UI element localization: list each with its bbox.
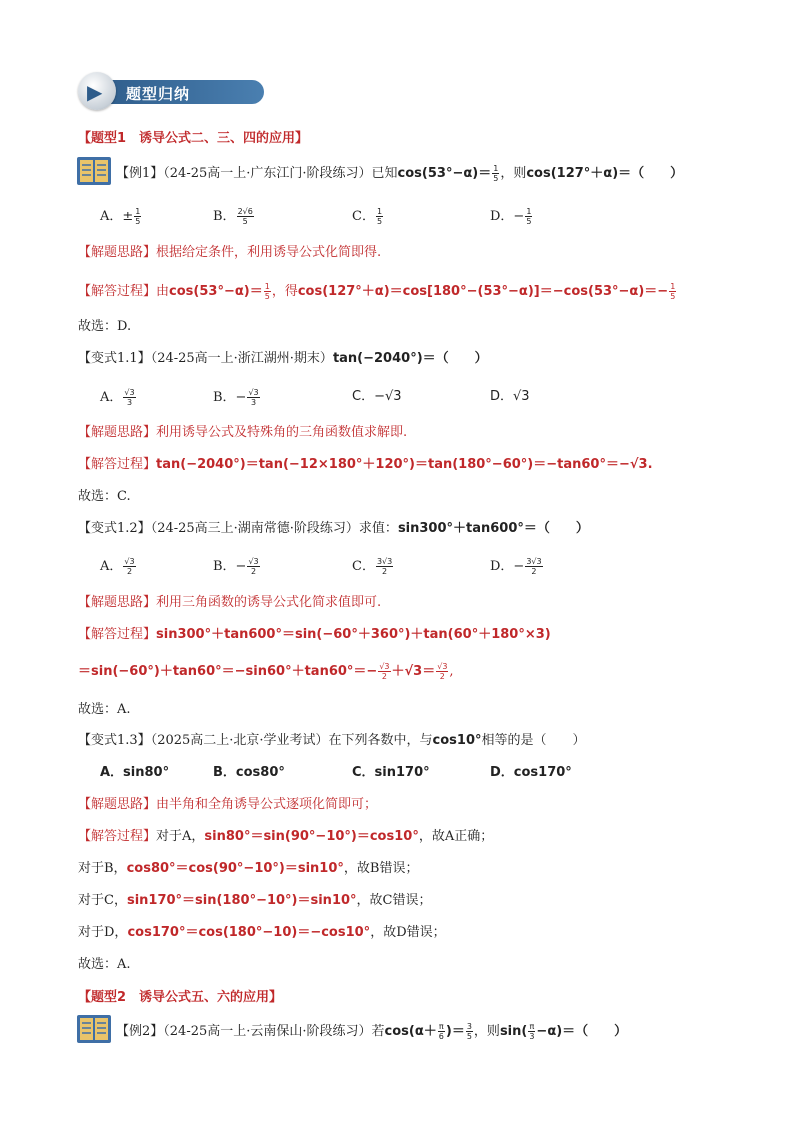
v13-option-a: A．sin80° (100, 765, 170, 780)
ex1-process: 【解答过程】由cos(53°−α)＝ $\frac{1}{5}$ ，得cos(127°＋α)＝cos[180°−(53°−α)]＝−cos(53°−α)＝− $\frac{1}{5}$ (78, 282, 676, 301)
ex1-option-d: D．− $\frac{1}{5}$ (490, 207, 532, 226)
ex1-option-c: C． $\frac{1}{5}$ (352, 207, 383, 226)
v12-answer: 故选：A. (78, 702, 131, 717)
v12-question: 【变式1.2】（24-25高三上·湖南常德·阶段练习）求值：sin300°＋tan600°＝（ ） (78, 521, 589, 536)
v13-idea: 【解题思路】由半角和全角诱导公式逐项化简即可； (78, 797, 378, 812)
v11-option-c: C．−√3 (352, 389, 402, 404)
v13-process-d: 对于D，cos170°＝cos(180°−10)＝−cos10°，故D错误； (78, 925, 446, 940)
v12-option-c: C． $\frac{3√3}{2}$ (352, 557, 393, 576)
v11-answer: 故选：C. (78, 489, 131, 504)
v11-process: 【解答过程】tan(−2040°)＝tan(−12×180°＋120°)＝tan(180°−60°)＝−tan60°＝−√3. (78, 457, 653, 472)
ex1-label: 【例1】 (116, 166, 164, 181)
v12-process-1: 【解答过程】sin300°＋tan600°＝sin(−60°＋360°)＋tan(60°＋180°×3) (78, 627, 551, 642)
v13-process-c: 对于C，sin170°＝sin(180°−10°)＝sin10°，故C错误； (78, 893, 432, 908)
ex1-expr2: cos(127°＋α)＝（ ） (526, 166, 684, 181)
play-arrow-icon: ▶ (87, 80, 103, 104)
ex2-question: 【例2】（24-25高一上·云南保山·阶段练习）若cos(α＋ $\frac{\pi}{6}$ )＝ $\frac{3}{5}$ ，则sin( $\frac{\pi}{3}$ −α)＝（ ） (116, 1022, 628, 1041)
type2-title: 【题型2 诱导公式五、六的应用】 (78, 990, 283, 1005)
ex1-answer: 故选：D. (78, 319, 132, 334)
ex1-option-a: A．± $\frac{1}{5}$ (100, 207, 141, 226)
v12-idea: 【解题思路】利用三角函数的诱导公式化简求值即可. (78, 595, 382, 610)
v12-process-2: ＝sin(−60°)＋tan60°＝−sin60°＋tan60°＝− $\frac{√3}{2}$ ＋√3＝ $\frac{√3}{2}$ , (78, 662, 454, 681)
v13-option-d: D．cos170° (490, 765, 572, 780)
v12-option-a: A． $\frac{√3}{2}$ (100, 557, 135, 576)
v11-option-b: B．− $\frac{√3}{3}$ (213, 388, 259, 407)
ex1-idea: 【解题思路】根据给定条件，利用诱导公式化简即得. (78, 245, 382, 260)
ex1-option-b: B． $\frac{2√6}{5}$ (213, 207, 253, 226)
ex1-expr1: cos(53°−α)＝ (397, 166, 492, 181)
v12-option-d: D．− $\frac{3√3}{2}$ (490, 557, 542, 576)
ex1-source: （24-25高一上·广东江门·阶段练习）已知 (163, 166, 398, 181)
v11-option-a: A． $\frac{√3}{3}$ (100, 388, 135, 407)
section-banner (78, 72, 264, 110)
ex1-mid: ，则 (500, 166, 527, 181)
v13-option-b: B．cos80° (213, 765, 285, 780)
v13-answer: 故选：A. (78, 957, 131, 972)
banner-title: 题型归纳 (126, 85, 191, 103)
v13-question: 【变式1.3】（2025高二上·北京·学业考试）在下列各数中，与cos10°相等的是（ ） (78, 733, 586, 748)
ex1-frac: $\frac{1}{5}$ (493, 164, 499, 183)
ex1-question (116, 164, 683, 183)
v13-process-a: 【解答过程】对于A，sin80°＝sin(90°−10°)＝cos10°，故A正确； (78, 829, 494, 844)
v11-idea: 【解题思路】利用诱导公式及特殊角的三角函数值求解即. (78, 425, 408, 440)
book-icon (76, 156, 112, 186)
v12-option-b: B．− $\frac{√3}{2}$ (213, 557, 259, 576)
type1-title: 【题型1 诱导公式二、三、四的应用】 (78, 131, 309, 146)
v11-question: 【变式1.1】（24-25高一上·浙江湖州·期末）tan(−2040°)＝（ ） (78, 351, 488, 366)
v13-option-c: C．sin170° (352, 765, 430, 780)
v13-process-b: 对于B，cos80°＝cos(90°−10°)＝sin10°，故B错误； (78, 861, 419, 876)
v11-option-d: D．√3 (490, 389, 530, 404)
book-icon (76, 1014, 112, 1044)
